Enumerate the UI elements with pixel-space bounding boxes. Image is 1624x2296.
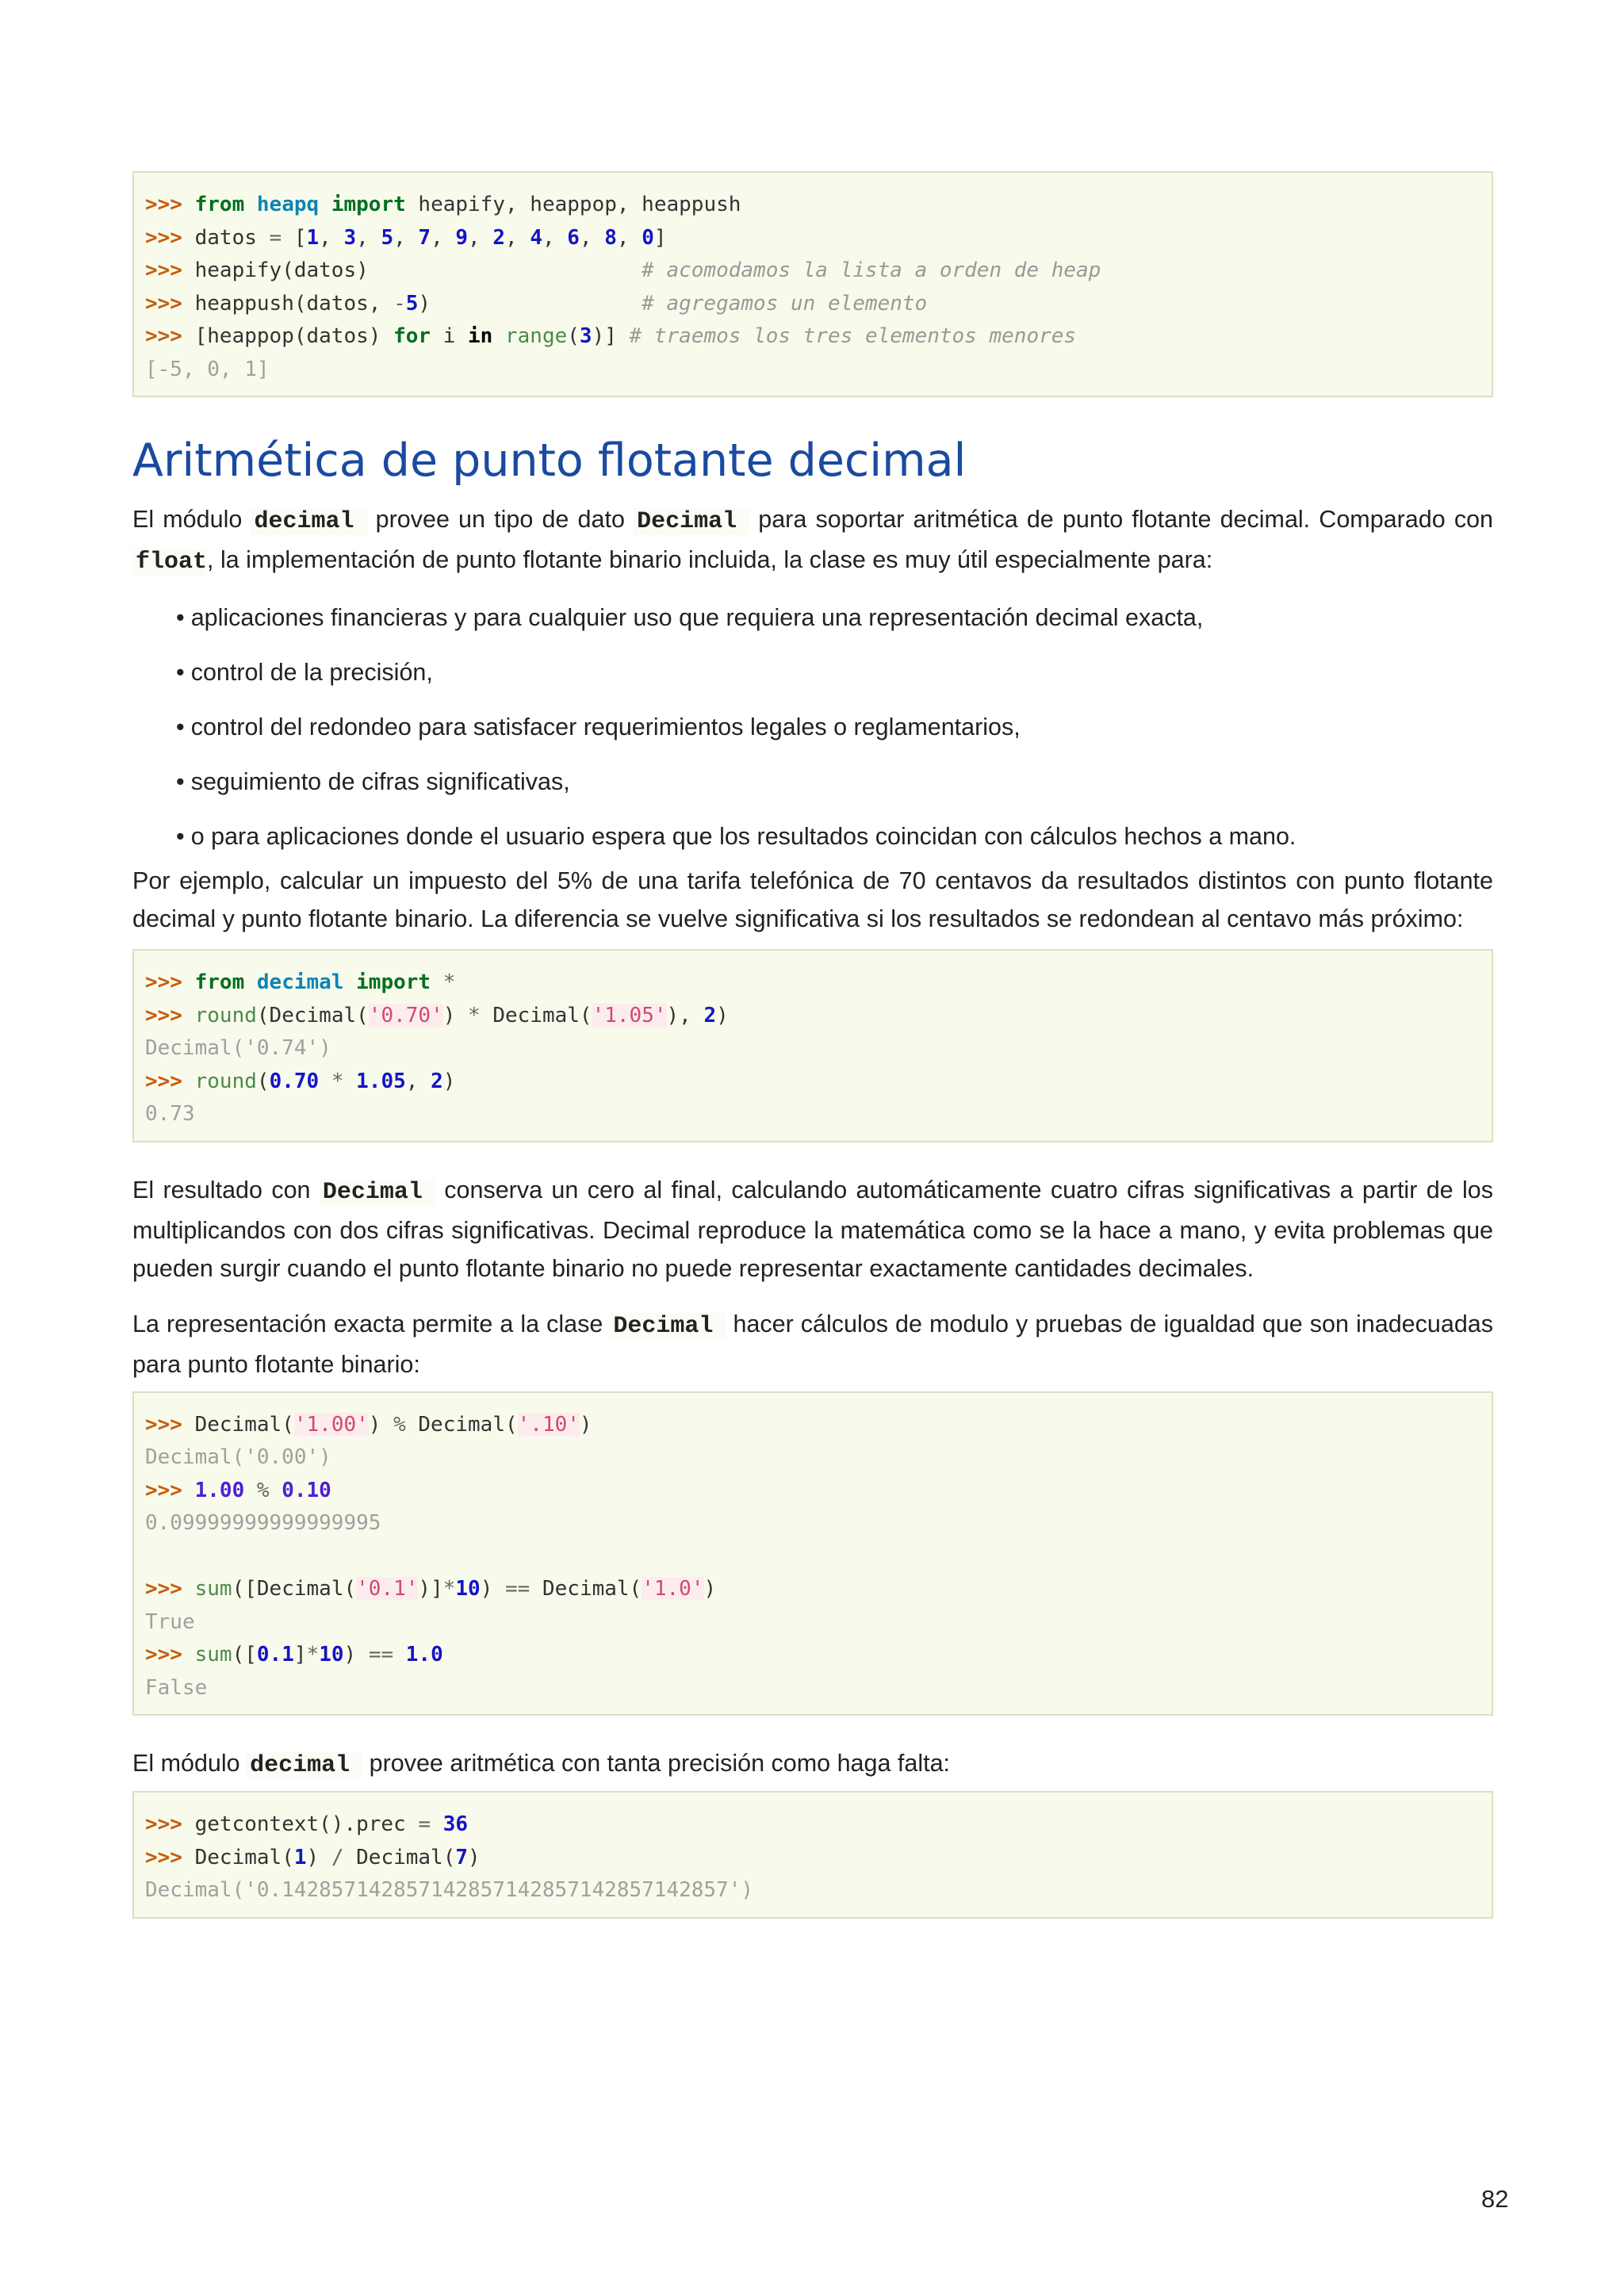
code-token: range xyxy=(504,324,568,348)
code-token: '1.00' xyxy=(293,1412,369,1437)
intro-paragraph: El módulo decimal provee un tipo de dato Decimal para soportar aritmética de punto flotante decimal. Comparado con float, la implementación de punto flotante binario incluida, la clase es muy útil especialmente para: xyxy=(132,506,1493,576)
code-token: 5 xyxy=(381,225,394,250)
code-token: ] xyxy=(653,225,667,250)
code-token: * xyxy=(442,970,456,995)
code-token: from xyxy=(194,970,245,995)
code-token: >>> xyxy=(145,1478,195,1502)
code-token: (Decimal( xyxy=(256,1003,369,1027)
code-token: >>> xyxy=(145,1412,195,1437)
code-token: 4 xyxy=(530,225,542,250)
code-token: - xyxy=(393,291,406,316)
code-token: >>> xyxy=(145,291,195,316)
code-token: * xyxy=(468,1003,481,1027)
list-item: • aplicaciones financieras y para cualquier uso que requiera una representación decimal exacta, xyxy=(176,604,1204,632)
code-token: Decimal('0.74') xyxy=(145,1036,331,1061)
section-heading: Aritmética de punto flotante decimal xyxy=(132,434,967,487)
code-token xyxy=(244,193,257,216)
code-line xyxy=(145,222,1480,255)
code-line xyxy=(145,966,1480,1000)
code-token: ) xyxy=(418,291,642,316)
code-token: >>> xyxy=(145,1003,195,1027)
code-token: i xyxy=(431,324,469,348)
code-token: 1.00 xyxy=(194,1478,245,1502)
code-token: , xyxy=(542,225,568,250)
code-token: Decimal( xyxy=(194,1845,294,1869)
code-token: '0.70' xyxy=(368,1003,443,1027)
code-token: ) xyxy=(480,1577,506,1601)
code-token xyxy=(319,1070,331,1093)
code-token: [ xyxy=(282,225,307,250)
code-token: 7 xyxy=(418,225,431,250)
code-token: 0.10 xyxy=(282,1478,331,1502)
code-line xyxy=(145,288,1480,321)
code-token: round xyxy=(194,1069,257,1093)
code-token: Decimal( xyxy=(480,1003,592,1027)
code-token: 2 xyxy=(431,1069,443,1093)
code-token: ( xyxy=(256,1069,270,1093)
code-token: == xyxy=(368,1643,394,1667)
code-token: round xyxy=(194,1003,257,1027)
code-token: Decimal( xyxy=(530,1577,642,1601)
inline-code: Decimal xyxy=(634,508,749,535)
list-item: • o para aplicaciones donde el usuario espera que los resultados coincidan con cálculos hechos a mano. xyxy=(176,823,1297,851)
code-line xyxy=(145,1874,1480,1908)
code-token: >>> xyxy=(145,1643,195,1667)
code-token: sum xyxy=(194,1577,232,1601)
inline-code: decimal xyxy=(247,1752,362,1779)
code-token: ), xyxy=(666,1003,704,1027)
code-token: # traemos los tres elementos menores xyxy=(629,324,1077,348)
code-token: 0.1 xyxy=(256,1643,294,1667)
code-token: 5 xyxy=(405,291,419,316)
code-line xyxy=(145,189,1480,222)
list-item: • control del redondeo para satisfacer requerimientos legales o reglamentarios, xyxy=(176,714,1021,741)
code-token: , xyxy=(468,225,493,250)
code-line xyxy=(145,1000,1480,1033)
code-line xyxy=(145,1098,1480,1131)
code-token: from xyxy=(194,193,245,216)
code-token: ) xyxy=(343,1643,369,1667)
code-line xyxy=(145,1441,1480,1475)
code-token: 0.70 xyxy=(269,1069,320,1093)
code-token: / xyxy=(331,1845,344,1869)
code-token: Decimal( xyxy=(405,1412,518,1437)
list-item: • seguimiento de cifras significativas, xyxy=(176,768,570,796)
code-token: 10 xyxy=(455,1577,481,1601)
code-token: in xyxy=(468,324,493,348)
code-token: sum xyxy=(194,1643,232,1667)
code-block-modulo xyxy=(132,1391,1493,1716)
code-token: , xyxy=(505,225,530,250)
code-token: 1.05 xyxy=(356,1069,406,1093)
code-token: 1 xyxy=(293,1845,307,1869)
code-token: 10 xyxy=(319,1643,344,1667)
code-token: * xyxy=(331,1069,344,1093)
code-token: 36 xyxy=(442,1812,469,1837)
code-token: ) xyxy=(468,1845,481,1869)
code-token: * xyxy=(442,1577,456,1601)
code-token: for xyxy=(393,324,431,348)
code-line xyxy=(145,1672,1480,1705)
code-token: [-5, 0, 1] xyxy=(145,357,270,381)
exact-paragraph: La representación exacta permite a la clase Decimal hacer cálculos de modulo y pruebas de igualdad que son inadecuadas para punto flotante binario: xyxy=(132,1310,1493,1378)
code-token: False xyxy=(145,1675,208,1700)
result-paragraph: El resultado con Decimal conserva un cero al final, calculando automáticamente cuatro cifras significativas a partir de los multiplicandos con dos cifras significativas. Decimal reproduce la matemática como se la hace a mano, y evita problemas que pueden surgir cuando el punto flotante binario no puede representar exactamente cantidades decimales. xyxy=(132,1176,1494,1282)
code-token: 7 xyxy=(455,1845,469,1869)
code-token: == xyxy=(505,1577,530,1601)
code-block-precision xyxy=(132,1791,1493,1919)
code-token: ) xyxy=(442,1069,456,1093)
code-token xyxy=(431,1812,443,1836)
code-token: Decimal( xyxy=(194,1412,294,1437)
code-token: 0.73 xyxy=(145,1102,195,1127)
inline-code: float xyxy=(132,549,207,576)
code-token: 8 xyxy=(604,225,617,250)
code-token: '.10' xyxy=(517,1412,580,1437)
code-token xyxy=(492,324,505,348)
code-token: )] xyxy=(592,324,630,348)
code-token: True xyxy=(145,1609,195,1634)
list-item: • control de la precisión, xyxy=(176,659,433,687)
code-token: ( xyxy=(567,324,580,348)
code-token xyxy=(343,970,356,994)
code-token: 0.09999999999999995 xyxy=(145,1511,381,1536)
code-token: 2 xyxy=(703,1003,717,1027)
code-line xyxy=(145,1475,1480,1508)
code-block-round xyxy=(132,949,1493,1142)
code-token: ) xyxy=(442,1003,469,1027)
code-token: >>> xyxy=(145,324,195,348)
code-token: >>> xyxy=(145,225,195,250)
code-line xyxy=(145,1606,1480,1640)
code-token: , xyxy=(579,225,605,250)
code-token xyxy=(431,970,443,994)
code-token: ) xyxy=(716,1003,729,1027)
code-token: >>> xyxy=(145,1812,195,1837)
code-token: 1 xyxy=(306,225,320,250)
code-token: Decimal( xyxy=(343,1845,456,1869)
code-token: ) xyxy=(703,1577,717,1601)
code-token: = xyxy=(269,225,282,250)
code-line xyxy=(145,254,1480,288)
code-line xyxy=(145,1507,1480,1540)
code-token: , xyxy=(356,225,381,250)
code-token: [heappop(datos) xyxy=(194,324,394,348)
code-token xyxy=(393,1643,406,1667)
code-block-heapq xyxy=(132,171,1493,397)
inline-code: Decimal xyxy=(610,1313,726,1340)
example-paragraph: Por ejemplo, calcular un impuesto del 5% de una tarifa telefónica de 70 centavos da resultados distintos con punto flotante decimal y punto flotante binario. La diferencia se vuelve significativa si los resultados se redondean al centavo más próximo: xyxy=(132,867,1493,933)
code-token: ) xyxy=(306,1845,331,1869)
code-line xyxy=(145,1639,1480,1672)
bullet-list xyxy=(132,599,1493,855)
code-line xyxy=(145,1808,1480,1842)
code-token: 3 xyxy=(579,324,592,348)
page-number: 82 xyxy=(1481,2185,1509,2213)
code-token: , xyxy=(616,225,642,250)
code-token: Decimal('0.00') xyxy=(145,1445,331,1470)
code-token: , xyxy=(405,1069,431,1093)
code-line xyxy=(145,1032,1480,1066)
code-token: ([ xyxy=(232,1643,257,1667)
code-token: )] xyxy=(418,1577,443,1601)
code-token: datos xyxy=(194,225,270,250)
code-token: '1.0' xyxy=(642,1577,704,1601)
code-token: ) xyxy=(368,1412,394,1437)
code-token: >>> xyxy=(145,1577,195,1601)
code-token xyxy=(319,193,331,216)
code-token: >>> xyxy=(145,1845,195,1869)
code-token: heapq xyxy=(256,193,320,216)
code-line xyxy=(145,1573,1480,1606)
code-line xyxy=(145,1842,1480,1875)
code-token: >>> xyxy=(145,258,195,282)
inline-code: Decimal xyxy=(320,1179,435,1206)
code-token xyxy=(270,1479,282,1502)
code-token: 1.0 xyxy=(405,1643,443,1667)
code-token: ([Decimal( xyxy=(232,1577,357,1601)
code-token: '1.05' xyxy=(592,1003,667,1027)
code-token: , xyxy=(431,225,456,250)
code-token xyxy=(244,970,257,994)
code-token: ) xyxy=(579,1412,592,1437)
code-token: import xyxy=(356,970,431,995)
code-token: # agregamos un elemento xyxy=(642,291,928,316)
code-token: * xyxy=(306,1643,320,1667)
code-line xyxy=(145,1066,1480,1099)
code-token: '0.1' xyxy=(356,1577,419,1601)
code-token: ] xyxy=(293,1643,307,1667)
code-token: decimal xyxy=(256,970,344,995)
code-token: , xyxy=(393,225,419,250)
code-token: getcontext().prec xyxy=(194,1812,419,1837)
code-token: , xyxy=(319,225,344,250)
code-token: 9 xyxy=(455,225,469,250)
code-token: 3 xyxy=(343,225,357,250)
code-token: 0 xyxy=(642,225,654,250)
code-token xyxy=(244,1479,257,1502)
code-line xyxy=(145,1409,1480,1442)
code-token: >>> xyxy=(145,970,195,995)
code-token: 6 xyxy=(567,225,580,250)
code-token: >>> xyxy=(145,1069,195,1093)
code-token: >>> xyxy=(145,193,195,216)
code-token: import xyxy=(331,193,406,216)
code-line xyxy=(145,1540,1480,1574)
code-line xyxy=(145,320,1480,354)
precision-paragraph: El módulo decimal provee aritmética con tanta precisión como haga falta: xyxy=(132,1750,951,1780)
code-token: heapify, heappop, heappush xyxy=(405,193,741,216)
code-token: heappush(datos, xyxy=(194,291,394,316)
inline-code: decimal xyxy=(251,508,366,535)
code-token xyxy=(344,1070,357,1093)
code-token: % xyxy=(256,1478,270,1502)
document-page xyxy=(132,171,1493,1919)
code-token: Decimal('0.142857142857142857142857142857142857') xyxy=(145,1878,754,1903)
code-token: 2 xyxy=(492,225,506,250)
code-token: # acomodamos la lista a orden de heap xyxy=(642,258,1101,282)
code-token: % xyxy=(393,1412,406,1437)
code-token: heapify(datos) xyxy=(194,258,642,282)
code-line xyxy=(145,354,1480,387)
code-token: = xyxy=(418,1812,431,1837)
